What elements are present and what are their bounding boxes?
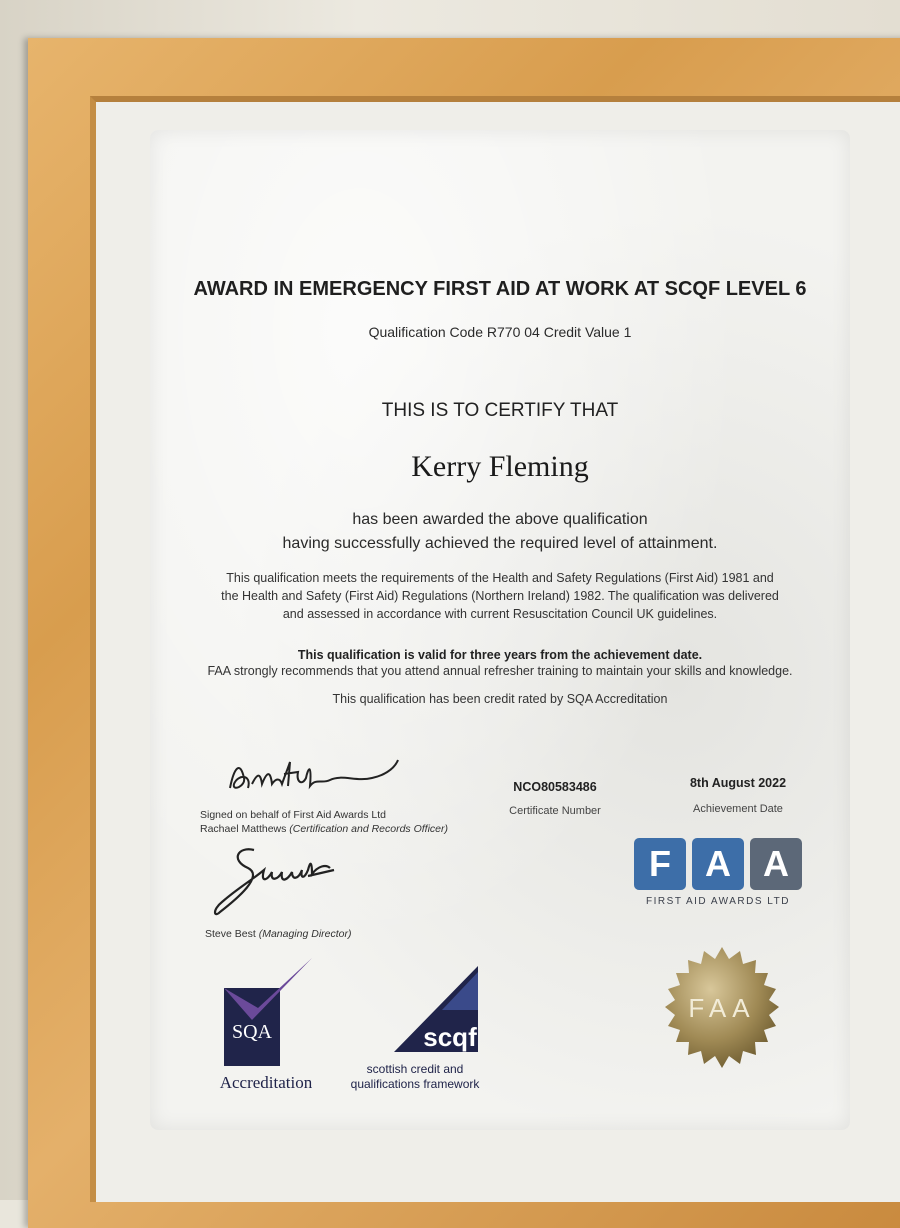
refresher-recommendation: FAA strongly recommends that you attend annual refresher training to maintain your skills and knowledge.: [207, 664, 793, 678]
signature-rachael-matthews: [222, 748, 412, 800]
scqf-mark-text: scqf: [423, 1022, 477, 1052]
faa-logo-letter-a2: A: [750, 838, 802, 890]
signer-1-name: Rachael Matthews: [200, 823, 287, 835]
faa-logo-letter-f: F: [634, 838, 686, 890]
awarded-line-1: has been awarded the above qualification: [352, 511, 648, 528]
certificate-title: AWARD IN EMERGENCY FIRST AID AT WORK AT SCQF LEVEL 6: [193, 278, 807, 300]
sqa-accreditation-label: Accreditation: [219, 1073, 313, 1092]
regulation-line-2: the Health and Safety (First Aid) Regulations (Northern Ireland) 1982. The qualification was delivered: [221, 589, 779, 603]
scqf-logo: [390, 962, 490, 1058]
sqa-accreditation-logo: [218, 958, 314, 1070]
scqf-line-2: qualifications framework: [350, 1077, 480, 1091]
awarded-line-2: having successfully achieved the required level of attainment.: [282, 535, 718, 552]
regulation-line-1: This qualification meets the requirements of the Health and Safety Regulations (First Aid) 1981 and: [226, 571, 774, 585]
validity-statement: This qualification is valid for three years from the achievement date.: [297, 648, 703, 662]
certificate-number: NCO80583486: [513, 780, 597, 794]
faa-logo-letter-a1: A: [692, 838, 744, 890]
certify-line: THIS IS TO CERTIFY THAT: [381, 400, 619, 421]
awarded-statement: [160, 508, 840, 556]
achievement-date-label: Achievement Date: [693, 803, 783, 815]
recipient-name: Kerry Fleming: [411, 450, 589, 483]
qualification-code: Qualification Code R770 04 Credit Value 1: [368, 324, 632, 340]
regulation-statement: [160, 569, 840, 623]
faa-foil-seal: [652, 945, 792, 1075]
scqf-line-1: scottish credit and: [366, 1062, 464, 1076]
faa-logo-subtitle: FIRST AID AWARDS LTD: [646, 896, 790, 907]
signed-on-behalf: Signed on behalf of First Aid Awards Ltd: [200, 809, 387, 821]
signer-1-caption: [200, 823, 448, 835]
regulation-line-3: and assessed in accordance with current Resuscitation Council UK guidelines.: [282, 607, 718, 621]
signer-2-name: Steve Best: [205, 928, 256, 940]
achievement-date: 8th August 2022: [689, 776, 787, 790]
credit-rating-statement: This qualification has been credit rated by SQA Accreditation: [332, 692, 668, 706]
sqa-mark-text: SQA: [231, 1021, 273, 1043]
seal-text: FAA: [688, 993, 756, 1023]
signer-2-caption: [205, 928, 352, 940]
signer-1-role: (Certification and Records Officer): [289, 823, 449, 835]
signature-steve-best: [208, 840, 348, 920]
faa-logo: [634, 838, 802, 894]
signer-2-role: (Managing Director): [258, 928, 352, 940]
certificate-number-label: Certificate Number: [509, 805, 601, 817]
